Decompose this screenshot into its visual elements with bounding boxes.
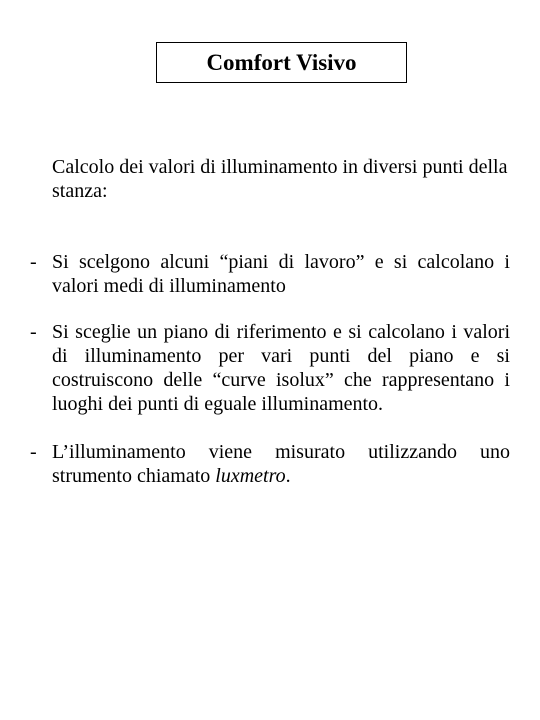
title-box: [156, 42, 407, 83]
bullet-item: [30, 250, 510, 298]
bullet-text-italic: luxmetro: [215, 465, 286, 487]
bullet-text: Si sceglie un piano di riferimento e si calcolano i valori di illuminamento per vari punti del piano e si costruiscono delle “curve isolux” che rappresentano i luoghi dei punti di eguale illuminamento.: [52, 321, 510, 415]
bullet-text-before: L’illuminamento viene misurato utilizzando uno strumento chiamato: [52, 441, 510, 487]
bullet-text-after: .: [285, 465, 291, 487]
bullet-item: [30, 320, 510, 416]
page-title: Comfort Visivo: [206, 49, 357, 75]
bullet-item: [30, 440, 510, 488]
bullet-marker: -: [30, 251, 37, 273]
bullet-marker: -: [30, 321, 37, 343]
bullet-text: [52, 440, 510, 488]
bullet-marker: -: [30, 441, 37, 463]
intro-paragraph: Calcolo dei valori di illuminamento in diversi punti della stanza:: [52, 156, 508, 202]
bullet-text: Si scelgono alcuni “piani di lavoro” e si calcolano i valori medi di illuminamento: [52, 251, 510, 297]
